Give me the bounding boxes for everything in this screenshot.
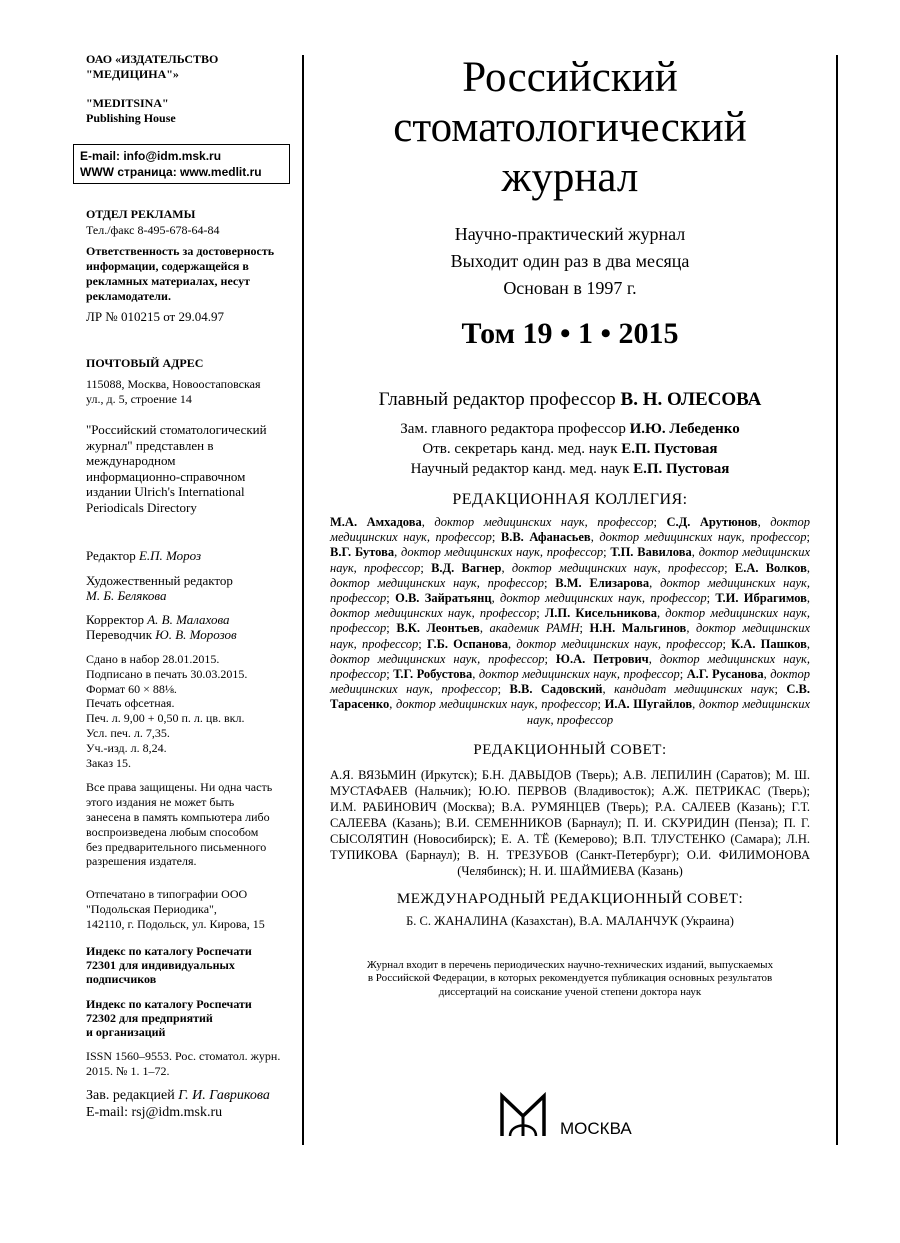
council-member: В.И. СЕМЕННИКОВ (Барнаул) — [445, 815, 619, 830]
board-member-title: доктор медицинских наук, профессор — [330, 575, 810, 606]
council-member: В.П. ТЛУСТЕНКО (Самара) — [622, 831, 778, 846]
council-member: Г.Т. САЛЕЕВА (Казань) — [330, 799, 810, 830]
journal-subtitle: Научно-практический журнал Выходит один раз в два месяца Основан в 1997 г. — [450, 224, 690, 298]
publisher-ru: ОАО «ИЗДАТЕЛЬСТВО "МЕДИЦИНА"» — [86, 52, 219, 81]
editorial-board-list: М.А. Амхадова, доктор медицинских наук, профессор; С.Д. Арутюнов, доктор медицинских наук, профессор; В.В. Афанасьев, доктор медицинских наук, профессор; В.Г. Бутова, доктор медицинских наук, профессор; Т.П. Вавилова, доктор медицинских наук, профессор; В.Д. Вагнер, доктор медицинских наук, профессор; Е.А. Волков, доктор медицинских наук, профессор; В.М. Елизарова, доктор медицинских наук, профессор; О.В. Зайратьянц, доктор медицинских наук, профессор; Т.И. Ибрагимов, доктор медицинских наук, профессор; Л.П. Кисельникова, доктор медицинских наук, профессор; В.К. Леонтьев, академик РАМН; Н.Н. Мальгинов, доктор медицинских наук, профессор; Г.Б. Оспанова, доктор медицинских наук, профессор; К.А. Пашков, доктор медицинских наук, профессор; Ю.А. Петрович, доктор медицинских наук, профессор; Т.Г. Робустова, доктор медицинских наук, профессор; А.Г. Русанова, доктор медицинских наук, профессор; В.В. Садовский, кандидат медицинских наук; С.В. Тарасенко, доктор медицинских наук, профессор; И.А. Шугайлов, доктор медицинских наук, профессор — [330, 515, 811, 727]
board-member-title: доктор медицинских наук, профессор — [511, 560, 725, 575]
council-member: Ю.Ю. ПЕРВОВ (Владивосток) — [478, 783, 652, 798]
board-member-title: доктор медицинских наук, профессор — [330, 575, 544, 590]
board-member-name: В.Г. Бутова — [330, 545, 395, 560]
ads-disclaimer: Ответственность за достоверность информации, содержащейся в рекламных материалах, несут рекламодатели. — [86, 244, 275, 303]
council-member: М. Ш. МУСТАФАЕВ (Нальчик) — [330, 767, 810, 798]
head-of-office: Зав. редакцией Г. И. Гаврикова — [86, 1087, 270, 1103]
council-member: В.А. РУМЯНЦЕВ (Тверь) — [501, 799, 646, 814]
council-member: Л.Н. ТУПИКОВА (Барнаул) — [330, 831, 811, 862]
board-member-name: Т.П. Вавилова — [610, 545, 692, 560]
council-member: Н. И. ШАЙМИЕВА (Казань) — [529, 863, 683, 878]
board-member-title: кандидат медицинских наук — [614, 682, 775, 697]
board-member-name: И.А. Шугайлов — [604, 697, 693, 712]
subscription-index-organization: Индекс по каталогу Роспечати 72302 для предприятий и организаций — [86, 996, 252, 1039]
board-member-name: Т.Г. Робустова — [393, 667, 473, 682]
editorial-board-heading: РЕДАКЦИОННАЯ КОЛЛЕГИЯ: — [452, 491, 688, 508]
board-member-title: доктор медицинских наук, профессор — [330, 515, 811, 545]
board-member-name: Г.Б. Оспанова — [426, 636, 509, 651]
left-column — [80, 52, 291, 1121]
council-member: Е. А. ТЁ (Кемерово) — [501, 831, 615, 846]
board-member-title: доктор медицинских наук, профессор — [599, 530, 807, 545]
board-member-title: академик РАМН — [489, 621, 580, 636]
art-editor: Художественный редактор М. Б. Белякова — [86, 573, 233, 603]
board-member-name: М.А. Амхадова — [330, 515, 422, 529]
contact-box — [73, 144, 290, 184]
ulrich-note: "Российский стоматологический журнал" представлен в международном информационно-справочном издании Ulrich's International Periodicals Directory — [86, 422, 267, 515]
publisher-en: "MEDITSINA" Publishing House — [86, 96, 176, 125]
board-member-title: доктор медицинских наук, профессор — [330, 606, 810, 636]
council-member: Р.А. САЛЕЕВ (Казань) — [654, 799, 782, 814]
intl-council-heading: МЕЖДУНАРОДНЫЙ РЕДАКЦИОННЫЙ СОВЕТ: — [396, 890, 744, 907]
board-member-name: В.Д. Вагнер — [431, 560, 502, 575]
board-member-name: В.В. Афанасьев — [500, 530, 591, 545]
editorial-staff: Зам. главного редактора профессор И.Ю. Лебеденко Отв. секретарь канд. мед. наук Е.П. Пустовая Научный редактор канд. мед. наук Е.П. Пустовая — [400, 421, 740, 477]
city-label: МОСКВА — [560, 1119, 632, 1138]
translator-line: Переводчик Ю. В. Морозов — [86, 627, 237, 642]
chief-editor: Главный редактор профессор В. Н. ОЛЕСОВА — [378, 389, 762, 410]
editor-line: Редактор Е.П. Мороз — [86, 548, 202, 563]
board-member-name: Т.И. Ибрагимов — [715, 591, 807, 606]
board-member-title: доктор медицинских наук, профессор — [526, 697, 811, 727]
board-member-name: В.В. Садовский — [509, 682, 603, 697]
board-member-title: доктор медицинских наук, профессор — [330, 545, 810, 575]
board-member-title: доктор медицинских наук, профессор — [330, 667, 810, 697]
journal-title: Российский стоматологический журнал — [393, 54, 747, 201]
council-member: Б.Н. ДАВЫДОВ (Тверь) — [481, 767, 615, 782]
contact-email[interactable]: E-mail: rsj@idm.msk.ru — [86, 1104, 223, 1120]
board-member-name: Л.П. Кисельникова — [544, 606, 657, 621]
board-member-name: С.В. Тарасенко — [330, 682, 810, 712]
board-member-title: доктор медицинских наук, профессор — [330, 606, 537, 621]
board-member-name: О.В. Зайратьянц — [395, 591, 492, 606]
board-member-name: Н.Н. Мальгинов — [589, 621, 687, 636]
board-member-name: В.К. Леонтьев — [396, 621, 480, 636]
council-member: А.В. ЛЕПИЛИН (Саратов) — [622, 767, 768, 782]
council-member: П. И. СКУРИДИН (Пенза) — [626, 815, 775, 830]
volume-issue: Том 19 • 1 • 2015 — [461, 317, 679, 350]
editorial-council-list: А.Я. ВЯЗЬМИН (Иркутск); Б.Н. ДАВЫДОВ (Тверь); А.В. ЛЕПИЛИН (Саратов); М. Ш. МУСТАФАЕВ (Нальчик); Ю.Ю. ПЕРВОВ (Владивосток); А.Ж. ПЕТРИКАС (Тверь); И.М. РАБИНОВИЧ (Москва); В.А. РУМЯНЦЕВ (Тверь); Р.А. САЛЕЕВ (Казань); Г.Т. САЛЕЕВА (Казань); В.И. СЕМЕННИКОВ (Барнаул); П. И. СКУРИДИН (Пенза); П. Г. СЫСОЛЯТИН (Новосибирск); Е. А. ТЁ (Кемерово); В.П. ТЛУСТЕНКО (Самара); Л.Н. ТУПИКОВА (Барнаул); В. Н. ТРЕЗУБОВ (Санкт-Петербург); О.И. ФИЛИМОНОВА (Челябинск); Н. И. ШАЙМИЕВА (Казань) — [330, 767, 811, 878]
postal-heading: ПОЧТОВЫЙ АДРЕС — [86, 356, 204, 370]
board-member-name: Ю.А. Петрович — [555, 651, 649, 666]
board-member-title: доктор медицинских наук, профессор — [401, 545, 604, 560]
right-border-line — [836, 55, 838, 1145]
council-member: А.Ж. ПЕТРИКАС (Тверь) — [661, 783, 807, 798]
issn-line: ISSN 1560–9553. Рос. стоматол. журн. 2015. № 1. 1–72. — [86, 1048, 281, 1078]
board-member-title: доктор медицинских наук, профессор — [500, 591, 707, 606]
license-number: ЛР № 010215 от 29.04.97 — [86, 309, 224, 324]
council-member: А.Я. ВЯЗЬМИН (Иркутск) — [330, 767, 474, 782]
board-member-title: доктор медицинских наук, профессор — [434, 515, 654, 529]
printed-by: Отпечатано в типографии ООО "Подольская Периодика", 142110, г. Подольск, ул. Кирова, 15 — [86, 887, 265, 931]
board-member-title: доктор медицинских наук, профессор — [396, 697, 598, 712]
right-column — [330, 52, 810, 999]
intl-council-list: Б. С. ЖАНАЛИНА (Казахстан), В.А. МАЛАНЧУК (Украина) — [406, 913, 734, 928]
board-member-title: доктор медицинских наук, профессор — [330, 651, 810, 682]
board-member-title: доктор медицинских наук, профессор — [516, 636, 723, 651]
council-member: П. Г. СЫСОЛЯТИН (Новосибирск) — [330, 815, 810, 846]
publisher-logo-icon — [498, 1092, 548, 1140]
postal-address: 115088, Москва, Новоостаповская ул., д. 5, строение 14 — [86, 377, 261, 406]
board-member-name: К.А. Пашков — [731, 636, 807, 651]
corrector-line: Корректор А. В. Малахова — [86, 612, 230, 627]
ads-phone: Тел./факс 8-495-678-64-84 — [86, 223, 220, 237]
subscription-index-individual: Индекс по каталогу Роспечати 72301 для индивидуальных подписчиков — [86, 943, 252, 986]
left-column-divider — [302, 55, 304, 1145]
publisher-website[interactable]: WWW страница: www.medlit.ru — [80, 165, 262, 179]
publisher-email[interactable]: E-mail: info@idm.msk.ru — [80, 149, 222, 163]
ads-heading: ОТДЕЛ РЕКЛАМЫ — [86, 207, 196, 221]
council-member: В. Н. ТРЕЗУБОВ (Санкт-Петербург) — [467, 847, 676, 862]
print-info: Сдано в набор 28.01.2015. Подписано в печать 30.03.2015. Формат 60 × 88⅛. Печать офсетная. Печ. л. 9,00 + 0,50 п. л. цв. вкл. Усл. печ. л. 7,35. Уч.-изд. л. 8,24. Заказ 15. — [86, 652, 248, 770]
board-member-name: Е.А. Волков — [734, 560, 807, 575]
board-member-name: В.М. Елизарова — [555, 575, 650, 590]
board-member-title: доктор медицинских наук, профессор — [330, 651, 545, 666]
board-member-name: А.Г. Русанова — [686, 667, 764, 682]
board-member-name: С.Д. Арутюнов — [666, 515, 758, 529]
editorial-council-heading: РЕДАКЦИОННЫЙ СОВЕТ: — [473, 741, 667, 758]
council-member: О.И. ФИЛИМОНОВА (Челябинск) — [457, 847, 810, 878]
board-member-title: доктор медицинских наук, профессор — [330, 621, 811, 651]
rights-notice: Все права защищены. Ни одна часть этого издания не может быть занесена в память компьютера либо воспроизведена любым способом без предварительного письменного разрешения издателя. — [86, 780, 273, 869]
council-member: И.М. РАБИНОВИЧ (Москва) — [330, 799, 492, 814]
vak-note: Журнал входит в перечень периодических научно-технических изданий, выпускаемых в Российской Федерации, в которых рекомендуется публикация основных результатов диссертаций на соискание ученой степени доктора наук — [366, 958, 774, 998]
board-member-title: доктор медицинских наук, профессор — [478, 667, 680, 682]
